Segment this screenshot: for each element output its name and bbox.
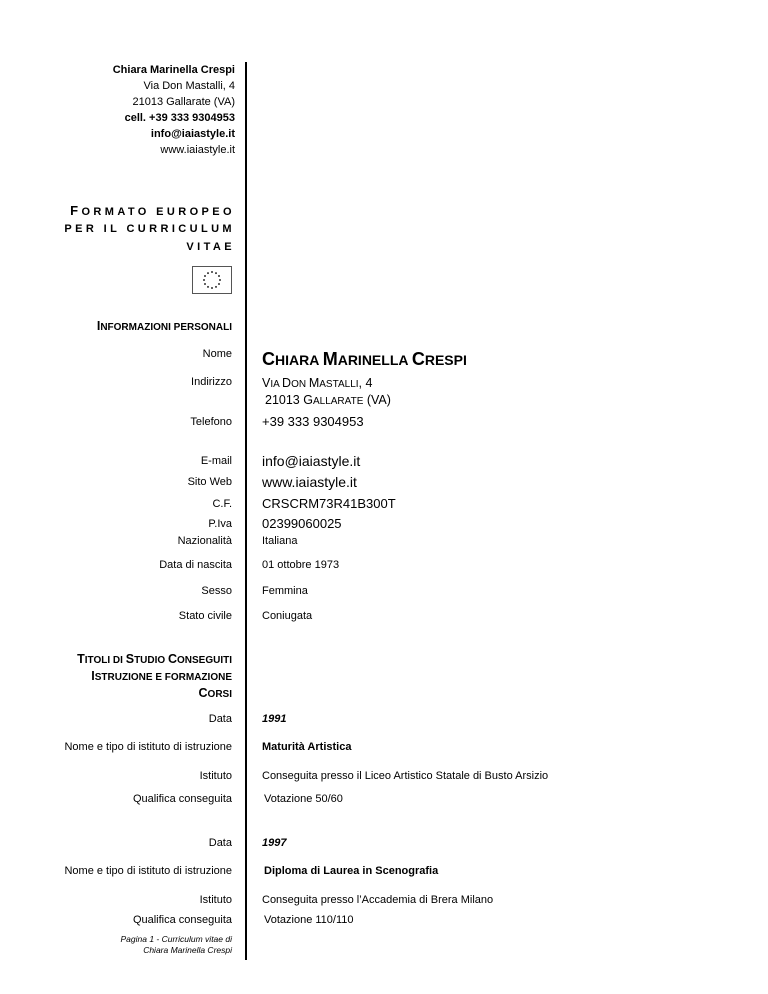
format-title-line3: VITAE xyxy=(186,241,235,253)
header-website[interactable]: www.iaiastyle.it xyxy=(160,144,235,156)
email-label: E-mail xyxy=(200,455,232,467)
entry2-school-label: Nome e tipo di istituto di istruzione xyxy=(64,865,232,877)
footer-line1: Pagina 1 - Curriculum vitae di xyxy=(120,934,232,944)
entry1-qualification-value: Votazione 50/60 xyxy=(264,793,343,805)
section-education-line3: CORSI xyxy=(198,686,232,700)
entry2-date-value: 1997 xyxy=(262,837,287,849)
section-education-line1: TITOLI DI STUDIO CONSEGUITI xyxy=(77,652,232,666)
name-label: Nome xyxy=(202,348,232,360)
nationality-label: Nazionalità xyxy=(177,535,232,547)
civil-status-value: Coniugata xyxy=(262,610,313,622)
address-line2: 21013 GALLARATE (VA) xyxy=(265,393,391,407)
nationality-value: Italiana xyxy=(262,535,298,547)
footer-line2: Chiara Marinella Crespi xyxy=(143,945,232,955)
entry1-date-value: 1991 xyxy=(262,713,287,725)
piva-label: P.Iva xyxy=(208,518,232,530)
entry1-school-value: Maturità Artistica xyxy=(262,741,352,753)
header-name: Chiara Marinella Crespi xyxy=(112,64,235,76)
address-label: Indirizzo xyxy=(191,376,232,388)
format-title-line2: PER IL CURRICULUM xyxy=(64,223,235,235)
sex-value: Femmina xyxy=(262,585,308,597)
entry1-institute-value: Conseguita presso il Liceo Artistico Statale di Busto Arsizio xyxy=(262,770,549,782)
eu-flag-icon xyxy=(192,266,232,294)
name-value: CHIARA MARINELLA CRESPI xyxy=(262,349,467,369)
section-education-line2: ISTRUZIONE E FORMAZIONE xyxy=(91,669,232,683)
header-street: Via Don Mastalli, 4 xyxy=(143,80,235,92)
entry2-qualification-value: Votazione 110/110 xyxy=(264,914,354,926)
phone-value: +39 333 9304953 xyxy=(262,414,364,429)
cf-label: C.F. xyxy=(212,498,232,510)
piva-value: 02399060025 xyxy=(262,516,342,531)
section-personal-info: INFORMAZIONI PERSONALI xyxy=(96,319,232,333)
email-value[interactable]: info@iaiastyle.it xyxy=(262,453,361,469)
entry2-qualification-label: Qualifica conseguita xyxy=(132,914,232,926)
sex-label: Sesso xyxy=(201,585,232,597)
entry2-institute-value: Conseguita presso l’Accademia di Brera Milano xyxy=(262,894,494,906)
civil-status-label: Stato civile xyxy=(178,610,232,622)
website-value[interactable]: www.iaiastyle.it xyxy=(262,474,357,490)
website-label: Sito Web xyxy=(187,476,232,488)
entry2-school-value: Diploma di Laurea in Scenografia xyxy=(264,865,439,877)
birth-label: Data di nascita xyxy=(159,559,232,571)
entry1-qualification-label: Qualifica conseguita xyxy=(132,793,232,805)
entry2-institute-label: Istituto xyxy=(199,894,232,906)
phone-label: Telefono xyxy=(190,416,232,428)
cf-value: CRSCRM73R41B300T xyxy=(262,496,396,511)
entry2-date-label: Data xyxy=(208,837,232,849)
entry1-school-label: Nome e tipo di istituto di istruzione xyxy=(64,741,232,753)
page-footer xyxy=(121,934,233,956)
header-cell: cell. +39 333 9304953 xyxy=(124,112,235,124)
header-city: 21013 Gallarate (VA) xyxy=(132,96,235,108)
format-title-line1: FORMATO EUROPEO xyxy=(70,203,235,218)
birth-value: 01 ottobre 1973 xyxy=(262,559,340,571)
address-line1: VIA DON MASTALLI, 4 xyxy=(262,376,373,390)
vertical-divider xyxy=(245,62,247,960)
header-email[interactable]: info@iaiastyle.it xyxy=(150,128,235,140)
entry1-institute-label: Istituto xyxy=(199,770,232,782)
entry1-date-label: Data xyxy=(208,713,232,725)
